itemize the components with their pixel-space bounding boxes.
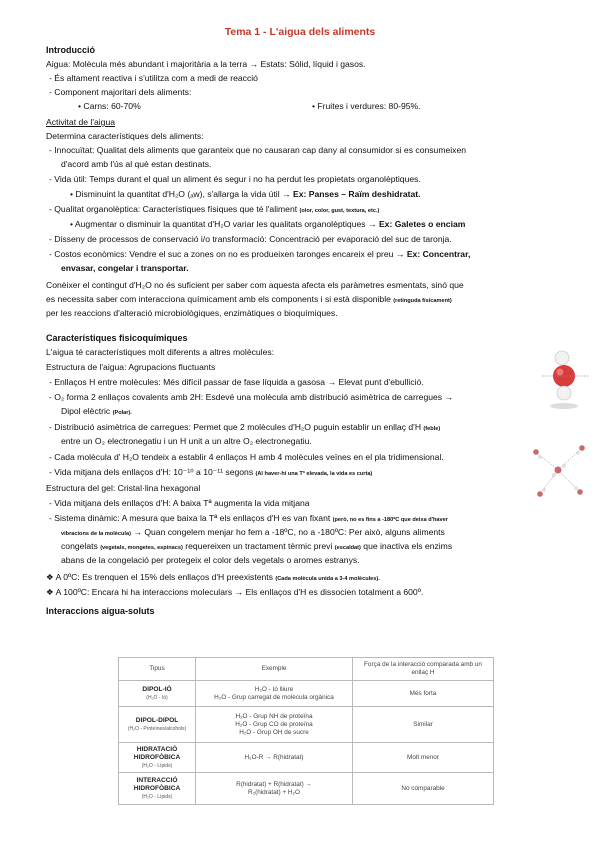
fisico-bullet: - Distribució asimètrica de carregues: Permet que 2 molècules d'H₂O puguin establir un enllaç d'H (feble): [49, 422, 441, 432]
activitat-item-cont: envasar, congelar i transportar.: [61, 263, 189, 273]
activitat-intro: Determina característiques dels aliments:: [46, 131, 204, 141]
table-cell: Més forta: [353, 681, 494, 707]
page-title: Tema 1 - L'aigua dels aliments: [224, 26, 376, 38]
table-cell: Molt menor: [353, 743, 494, 773]
table-cell: INTERACCIÓ HIDROFÒBICA (H₂O - Lípids): [119, 773, 196, 805]
fisico-heading: Característiques fisicoquímiques: [46, 333, 188, 343]
interactions-table: [118, 657, 494, 805]
table-cell: H₂O-R → R(hidratat): [196, 743, 353, 773]
diamond-bullet: ❖ A 0ºC: Es trenquen el 15% dels enllaços d'H preexistents (Cada molècula unida a 3-4 molècules).: [46, 572, 380, 582]
table-header: Tipus: [119, 658, 196, 681]
water-molecule-icon: [536, 346, 596, 416]
table-cell: HIDRATACIÓ HIDROFÒBICA (H₂O - Lípids): [119, 743, 196, 773]
table-cell: Similar: [353, 707, 494, 743]
table-header-row: [119, 658, 494, 681]
intro-heading: Introducció: [46, 45, 95, 55]
gel-bullet-cont: congelats (vegetals, mongetes, espinacs) requereixen un tractament tèrmic previ (escaldat) que inactiva els enzims: [61, 541, 453, 551]
activitat-item: - Vida útil: Temps durant el qual un aliment és segur i no ha perdut les propietats organolèptiques.: [49, 174, 421, 184]
fisico-bullet: - Enllaços H entre molècules: Més difícil passar de fase líquida a gasosa → Elevat punt d'ebullició.: [49, 377, 424, 387]
fisico-intro: L'aigua té característiques molt diferents a altres molècules:: [46, 347, 275, 357]
table-cell: DIPOL-DIPOL (H₂O - Proteïnes/alcohols): [119, 707, 196, 743]
table-cell: H₂O - Ió lliure H₂O - Grup carregat de molècula orgànica: [196, 681, 353, 707]
intro-sub-bullet: • Carns: 60-70%: [78, 101, 141, 111]
intro-bullet: - Component majoritari dels aliments:: [49, 87, 192, 97]
table-cell: H₂O - Grup NH de proteïna H₂O - Grup CO de proteïna H₂O - Grup OH de sucre: [196, 707, 353, 743]
table-cell: No comparable: [353, 773, 494, 805]
activitat-item-cont: d'acord amb l'ús al què estan destinats.: [61, 159, 212, 169]
fisico-subheading: Estructura de l'aigua: Agrupacions fluctuants: [46, 362, 216, 372]
gel-subheading: Estructura del gel: Cristal·lina hexagonal: [46, 483, 201, 493]
activitat-sub-item: • Disminuint la quantitat d'H₂O (ₐw), s'allarga la vida útil → Ex: Panses – Raïm deshidratat.: [70, 189, 421, 199]
table-row: [119, 707, 494, 743]
intro-line: Aigua: Molècula més abundant i majoritària a la terra → Estats: Sòlid, líquid i gasos.: [46, 59, 366, 69]
activitat-item: - Disseny de processos de conservació i/o transformació: Concentració per evaporació del suc de taronja.: [49, 234, 452, 244]
table-cell: R(hidratat) + R(hidratat) → R₂(hidratat) + H₂O: [196, 773, 353, 805]
activitat-item: - Innocuïtat: Qualitat dels aliments que garanteix que no causaran cap dany al consumidor si es consumeixen: [49, 145, 467, 155]
table-header: Exemple: [196, 658, 353, 681]
fisico-bullet: - Cada molècula d' H₂O tendeix a establir 4 enllaços H amb 4 molècules veïnes en el pla tridimensional.: [49, 452, 444, 462]
activitat-item: - Costos econòmics: Vendre el suc a zones on no es produeixen taronges encareix el preu → Ex: Concentrar,: [49, 249, 471, 259]
table-cell: DIPOL-IÓ (H₂O - Ió): [119, 681, 196, 707]
intro-bullet: - És altament reactiva i s'utilitza com a medi de reacció: [49, 73, 258, 83]
gel-bullet-cont: vibracions de la molècula) → Quan congelem menjar ho fem a -18ºC, no a -180ºC: Per això, alguns aliments: [61, 527, 445, 537]
gel-bullet: - Vida mitjana dels enllaços d'H: A baixa Tª augmenta la vida mitjana: [49, 498, 310, 508]
fisico-bullet: - Vida mitjana dels enllaços d'H: 10⁻¹⁰ a 10⁻¹¹ segons (Al haver-hi una Tª elevada, la vida es curta): [49, 467, 373, 477]
fisico-bullet-cont: Dipol elèctric (Polar).: [61, 406, 132, 416]
table-row: [119, 773, 494, 805]
activitat-heading: Activitat de l'aigua: [46, 117, 115, 127]
fisico-bullet-cont: entre un O₂ electronegatiu i un H unit a un altre O₂ electronegatiu.: [61, 436, 312, 446]
activitat-paragraph: per les reaccions d'alteració microbiològiques, enzimàtiques o bioquímiques.: [46, 308, 338, 318]
table-row: [119, 743, 494, 773]
hydrogen-bond-network-icon: [522, 430, 594, 510]
table-row: [119, 681, 494, 707]
gel-bullet: - Sistema dinàmic: A mesura que baixa la Tª els enllaços d'H es van fixant (però, no es fins a -180ºC que deixa d'haver: [49, 513, 448, 523]
activitat-paragraph: Conèixer el contingut d'H₂O no és suficient per saber com aquesta afecta els paràmetres esmentats, sinó que: [46, 280, 464, 290]
fisico-bullet: - O₂ forma 2 enllaços covalents amb 2H: Esdevé una molècula amb distribució asimètrica de carregues →: [49, 392, 454, 402]
activitat-paragraph: es necessita saber com interacciona químicament amb els components i si està disponible (retinguda físicament): [46, 294, 452, 304]
table-header: Força de la interacció comparada amb un enllaç H: [353, 658, 494, 681]
activitat-sub-item: • Augmentar o disminuir la quantitat d'H₂O variar les qualitats organolèptiques → Ex: Galetes o enciam: [70, 219, 466, 229]
interaccions-heading: Interaccions aigua-soluts: [46, 606, 155, 616]
intro-sub-bullet: • Fruites i verdures: 80-95%.: [312, 101, 421, 111]
activitat-item: - Qualitat organolèptica: Característiques físiques que té l'aliment (olor, color, gust, textura, etc.): [49, 204, 380, 214]
diamond-bullet: ❖ A 100ºC: Encara hi ha interaccions moleculars → Els enllaços d'H es dissocien totalment a 600º.: [46, 587, 424, 597]
gel-bullet-cont: abans de la congelació per protegeix el color dels vegetals o aromes estranys.: [61, 555, 360, 565]
